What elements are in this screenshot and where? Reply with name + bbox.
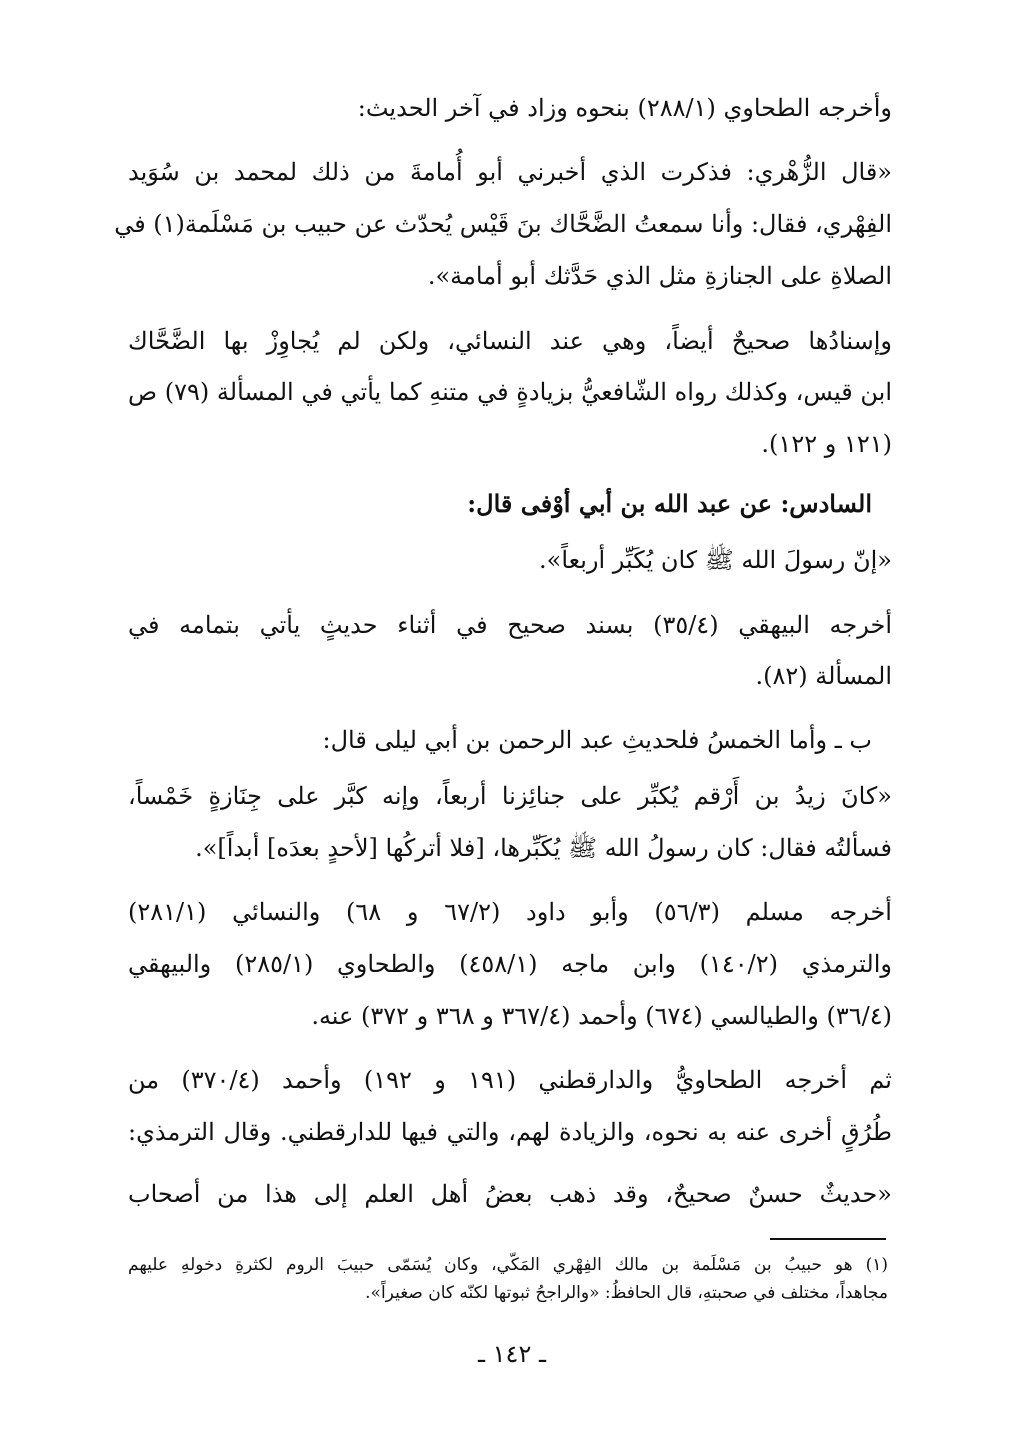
text-line-15: أخرجه مسلم (٥٦/٣) وأبو داود (٦٧/٢ و ٦٨) والنسائي (٢٨١/١): [128, 898, 892, 926]
text-line-16: والترمذي (١٤٠/٢) وابن ماجه (٤٥٨/١) والطحاوي (٢٨٥/١) والبيهقي: [128, 950, 892, 978]
text-line-8: السادس: عن عبد الله بن أبي أوْفى قال:: [467, 489, 872, 518]
text-line-7: (١٢١ و ١٢٢).: [761, 430, 892, 458]
text-line-20: «حديثٌ حسنٌ صحيحٌ، وقد ذهب بعضُ أهل العلم إلى هذا من أصحاب: [128, 1180, 892, 1208]
text-line-9: «إنّ رسولَ الله ﷺ كان يُكَبِّر أربعاً».: [539, 546, 892, 574]
text-line-13: «كانَ زيدُ بن أَرْقم يُكبِّر على جنائِزنا أربعاً، وإنه كبَّر على جِنَازةٍ خَمْساً،: [128, 782, 892, 810]
text-line-11: المسألة (٨٢).: [755, 662, 892, 690]
text-line-3: الفِهْري، فقال: وأنا سمعتُ الضَّحَّاك بنَ قَيْس يُحدّث عن حبيب بن مَسْلَمة(١) في: [114, 210, 892, 238]
footnote-line-2: مجاهداً، مختلف في صحبتهِ، قال الحافظُ: «والراجحُ ثبوتها لكنّه كان صغيراً».: [365, 1283, 888, 1303]
text-line-14: فسألتُه فقال: كان رسولُ الله ﷺ يُكَبِّرها، [فلا أتركُها [لأحدٍ بعدَه] أبداً]».: [195, 834, 892, 862]
text-line-4: الصلاةِ على الجنازةِ مثل الذي حَدَّثك أبو أمامة».: [427, 262, 892, 290]
text-line-10: أخرجه البيهقي (٣٥/٤) بسند صحيح في أثناء حديثٍ يأتي بتمامه في: [128, 611, 892, 639]
text-line-17: (٣٦/٤) والطيالسي (٦٧٤) وأحمد (٣٦٧/٤ و ٣٦٨ و ٣٧٢) عنه.: [311, 1002, 892, 1030]
text-line-5: وإسنادُها صحيحٌ أيضاً، وهي عند النسائي، ولكن لم يُجاوِزْ بها الضَّحَّاك: [128, 327, 892, 355]
text-line-18: ثم أخرجه الطحاويُّ والدارقطني (١٩١ و ١٩٢) وأحمد (٣٧٠/٤) من: [128, 1066, 892, 1094]
text-line-2: «قال الزُّهْري: فذكرت الذي أخبرني أبو أُمامةَ من ذلك لمحمد بن سُوَيد: [128, 158, 892, 186]
footnote-line-1: (١) هو حبيبُ بن مَسْلَمة بن مالك الفِهْري المَكّي، وكان يُسَمّى حبيبَ الروم لكثرةِ دخولهِ عليهم: [128, 1255, 888, 1275]
text-line-12: ب ـ وأما الخمسُ فلحديثِ عبد الرحمن بن أبي ليلى قال:: [322, 726, 872, 754]
text-line-1: وأخرجه الطحاوي (٢٨٨/١) بنحوه وزاد في آخر الحديث:: [357, 94, 892, 122]
page-number: ـ ١٤٢ ـ: [477, 1340, 546, 1368]
text-line-19: طُرُقٍ أخرى عنه به نحوه، والزيادة لهم، والتي فيها للدارقطني. وقال الترمذي:: [128, 1118, 892, 1146]
footnote-separator: [770, 1238, 886, 1240]
text-line-6: ابن قيس، وكذلك رواه الشّافعيُّ بزيادةٍ في متنهِ كما يأتي في المسألة (٧٩) ص: [128, 378, 892, 406]
